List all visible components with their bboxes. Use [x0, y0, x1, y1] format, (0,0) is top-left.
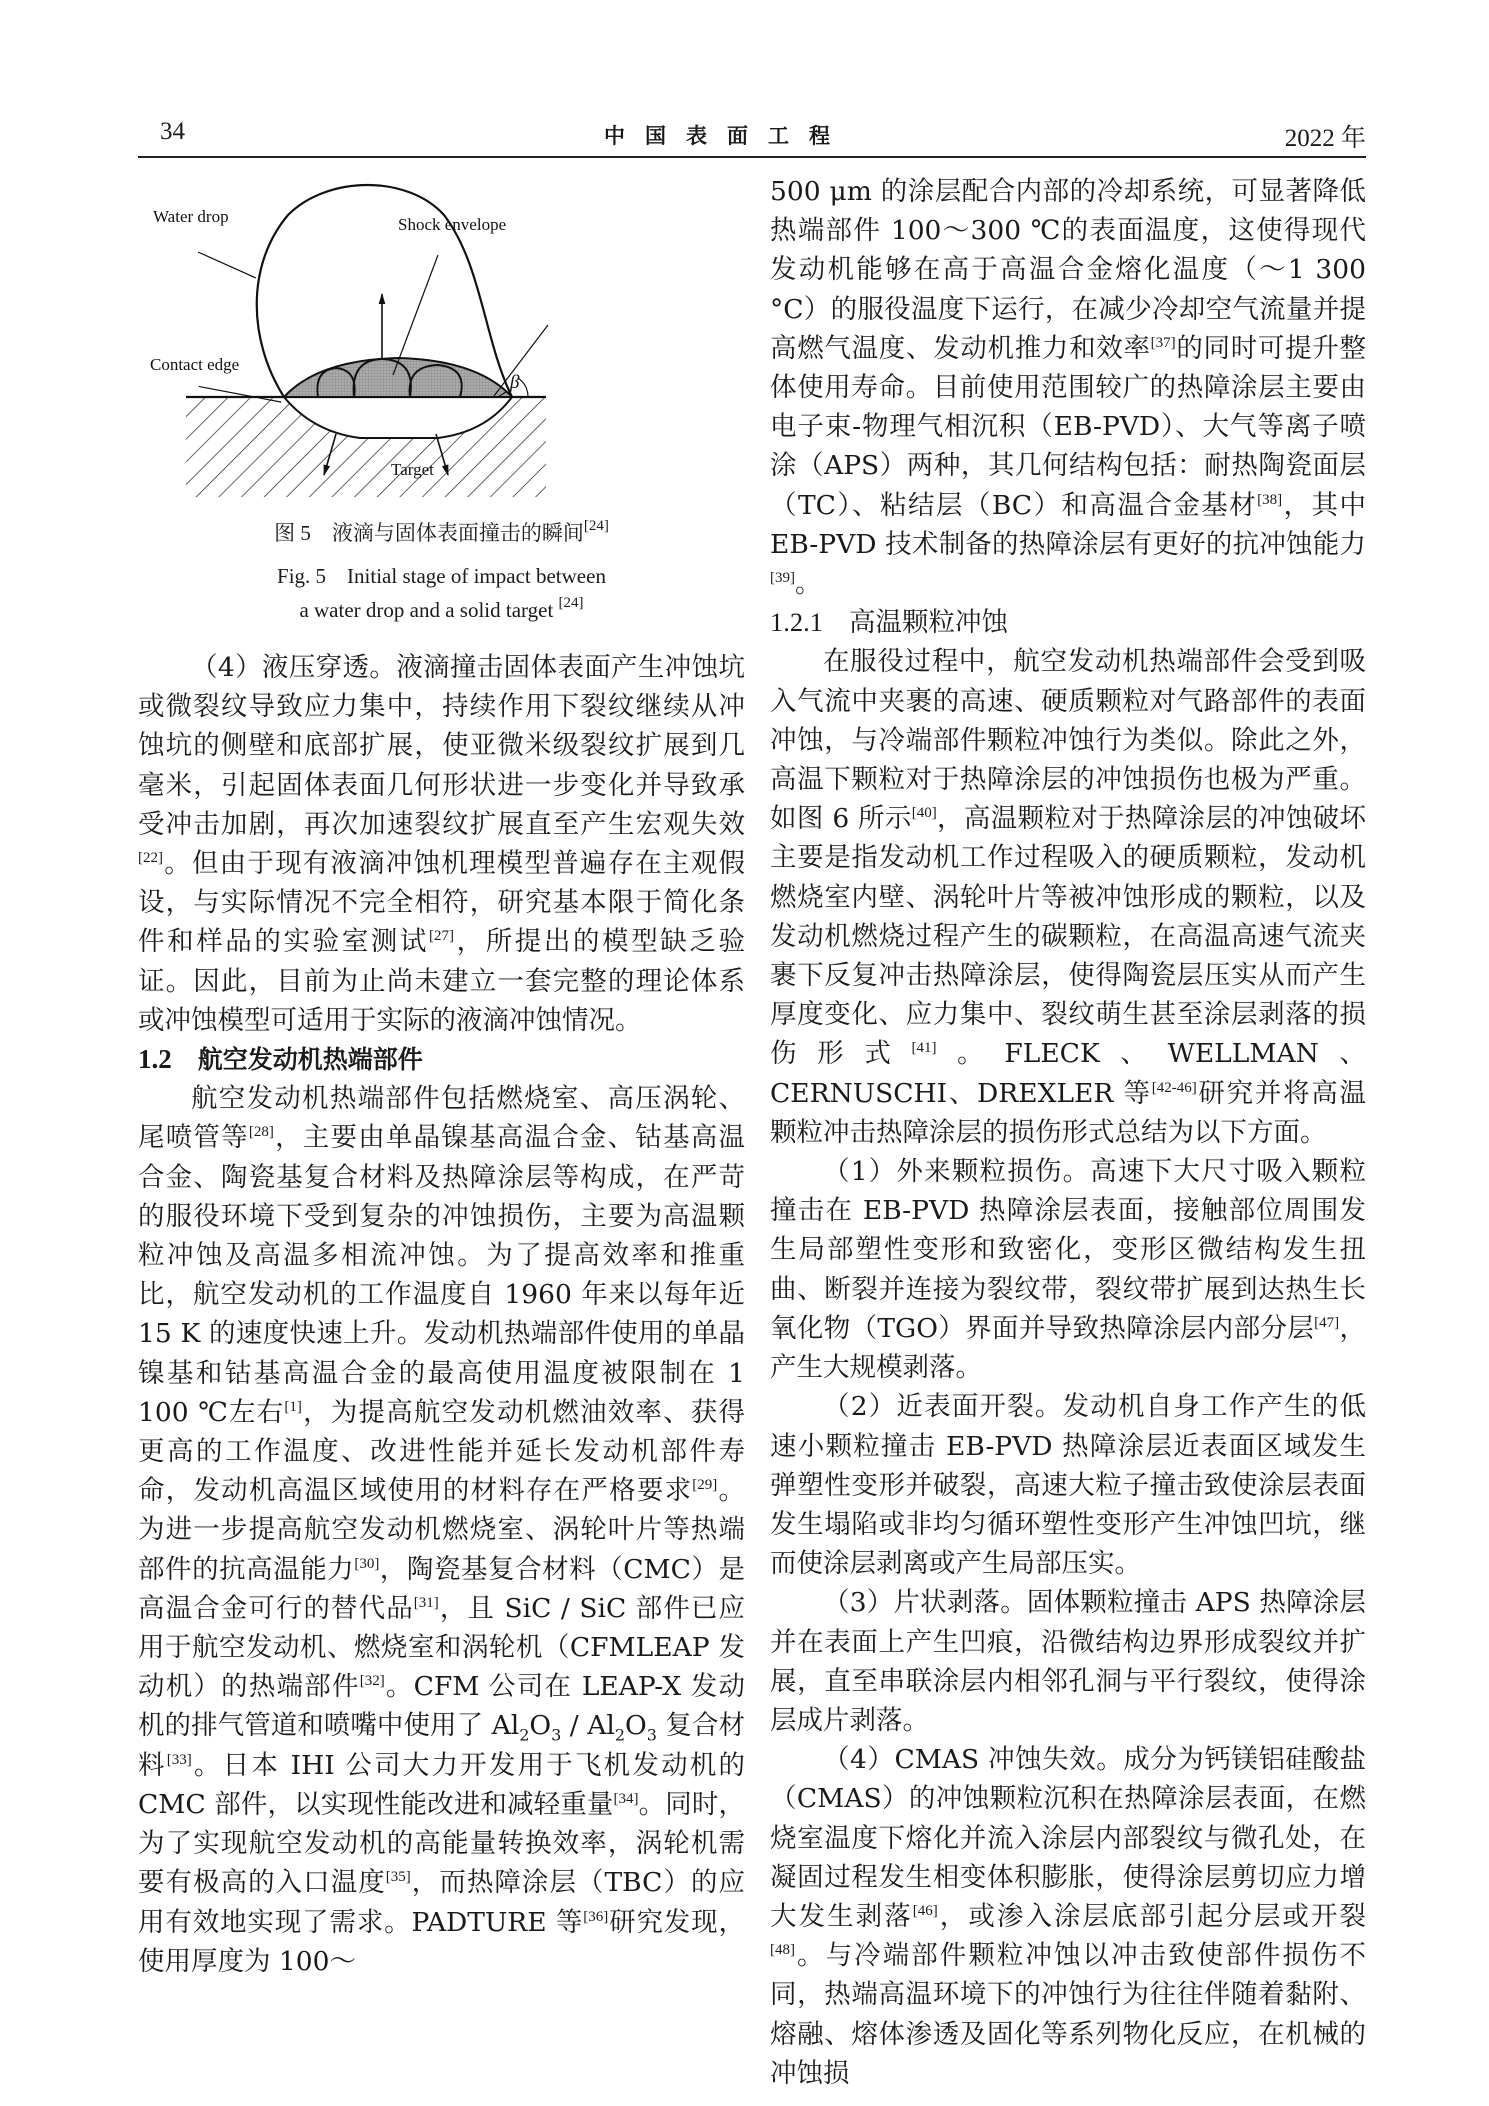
- citation-ref: [31]: [413, 1594, 439, 1611]
- citation-ref: [32]: [359, 1673, 385, 1690]
- paragraph-near-surface-cracking: （2）近表面开裂。发动机自身工作产生的低速小颗粒撞击 EB-PVD 热障涂层近表面区域发生弹塑性变形并破裂，高速大粒子撞击致使涂层表面发生塌陷或非均匀循环塑性变形产生冲蚀凹坑，继而使涂层剥离或产生局部压实。: [770, 1391, 1366, 1580]
- citation-ref: [28]: [248, 1124, 274, 1141]
- citation-ref: [30]: [354, 1555, 380, 1572]
- right-column: [770, 172, 1366, 2093]
- citation-ref: [35]: [385, 1869, 411, 1886]
- citation-ref: [40]: [911, 805, 937, 822]
- paragraph-hot-section-parts: 航空发动机热端部件包括燃烧室、高压涡轮、尾喷管等[28]，主要由单晶镍基高温合金、钴基高温合金、陶瓷基复合材料及热障涂层等构成，在严苛的服役环境下受到复杂的冲蚀损伤，主要为高温颗粒冲蚀及高温多相流冲蚀。为了提高效率和推重比，航空发动机的工作温度自 1960 年来以每年近 15 K 的速度快速上升。发动机热端部件使用的单晶镍基和钴基高温合金的最高使用温度被限制在 1 100 ℃左右[1]，为提高航空发动机燃油效率、获得更高的工作温度、改进性能并延长发动机部件寿命，发动机高温区域使用的材料存在严格要求[29]。为进一步提高航空发动机燃烧室、涡轮叶片等热端部件的抗高温能力[30]，陶瓷基复合材料（CMC）是高温合金可行的替代品[31]，且 SiC / SiC 部件已应用于航空发动机、燃烧室和涡轮机（CFMLEAP 发动机）的热端部件[32]。CFM 公司在 LEAP-X 发动机的排气管道和喷嘴中使用了 $Al_2O_3 / Al_2O_3$ 复合材料[33]。日本 IHI 公司大力开发用于飞机发动机的 CMC 部件，以实现性能改进和减轻重量[34]。同时，为了实现航空发动机的高能量转换效率，涡轮机需要有极高的入口温度[35]，而热障涂层（TBC）的应用有效地实现了需求。PADTURE 等[36]研究发现，使用厚度为 100～: [138, 1083, 746, 1977]
- citation-ref: [48]: [770, 1942, 795, 1959]
- citation-ref: [41]: [911, 1040, 937, 1057]
- figure-caption-en-line2: a water drop and a solid target [24]: [299, 595, 584, 622]
- citation-ref: [27]: [429, 928, 454, 945]
- citation-ref: [39]: [770, 570, 795, 587]
- citation-ref: [36]: [583, 1908, 609, 1925]
- paragraph-spallation: （3）片状剥落。固体颗粒撞击 APS 热障涂层并在表面上产生凹痕，沿微结构边界形成裂纹并扩展，直至串联涂层内相邻孔洞与平行裂纹，使得涂层成片剥落。: [770, 1587, 1366, 1736]
- target-substrate: [186, 397, 546, 497]
- paragraph-particle-erosion: 在服役过程中，航空发动机热端部件会受到吸入气流中夹裹的高速、硬质颗粒对气路部件的表面冲蚀，与冷端部件颗粒冲蚀行为类似。除此之外，高温下颗粒对于热障涂层的冲蚀损伤也极为严重。如图 6 所示[40]，高温颗粒对于热障涂层的冲蚀破坏主要是指发动机工作过程吸入的硬质颗粒，发动机燃烧室内壁、涡轮叶片等被冲蚀形成的颗粒，以及发动机燃烧过程产生的碳颗粒，在高温高速气流夹裹下反复冲击热障涂层，使得陶瓷层压实从而产生厚度变化、应力集中、裂纹萌生甚至涂层剥落的损伤形式[41]。FLECK、WELLMAN、CERNUSCHI、DREXLER 等[42-46]研究并将高温颗粒冲击热障涂层的损伤形式总结为以下方面。: [770, 646, 1367, 1148]
- subscript: 2: [614, 1725, 625, 1745]
- subscript: 2: [519, 1725, 530, 1745]
- label-water-drop: Water drop: [153, 207, 229, 226]
- angle-arc: [518, 378, 528, 397]
- tangent-line: [494, 325, 548, 396]
- citation-ref: [29]: [692, 1477, 718, 1494]
- label-target: Target: [391, 460, 434, 479]
- paragraph-tbc-continued: 500 μm 的涂层配合内部的冷却系统，可显著降低热端部件 100～300 ℃的表面温度，这使得现代发动机能够在高于高温合金熔化温度（～1 300 °C）的服役温度下运行，在减少冷却空气流量并提高燃气温度、发动机推力和效率[37]的同时可提升整体使用寿命。目前使用范围较广的热障涂层主要由电子束-物理气相沉积（EB-PVD）、大气等离子喷涂（APS）两种，其几何结构包括：耐热陶瓷面层（TC）、粘结层（BC）和高温合金基材[38]，其中 EB-PVD 技术制备的热障涂层有更好的抗冲蚀能力[39]。: [770, 176, 1367, 600]
- label-shock-envelope: Shock envelope: [398, 215, 507, 234]
- citation-ref: [38]: [1257, 491, 1283, 508]
- section-heading-1-2: 1.2 航空发动机热端部件: [138, 1044, 423, 1075]
- page-number: 34: [160, 118, 185, 145]
- citation-ref: [22]: [138, 850, 163, 867]
- citation-ref: [33]: [166, 1751, 192, 1768]
- citation-ref: [1]: [284, 1398, 302, 1415]
- paragraph-cmas-failure: （4）CMAS 冲蚀失效。成分为钙镁铝硅酸盐（CMAS）的冲蚀颗粒沉积在热障涂层表面，在燃烧室温度下熔化并流入涂层内部裂纹与微孔处，在凝固过程发生相变体积膨胀，使得涂层剪切应力增大发生剥落[46]，或渗入涂层底部引起分层或开裂[48]。与冷端部件颗粒冲蚀以冲击致使部件损伤不同，热端高温环境下的冲蚀行为往往伴随着黏附、熔融、熔体渗透及固化等系列物化反应，在机械的冲蚀损: [770, 1744, 1366, 2089]
- paragraph-hydraulic-penetration: （4）液压穿透。液滴撞击固体表面产生冲蚀坑或微裂纹导致应力集中，持续作用下裂纹继续从冲蚀坑的侧壁和底部扩展，使亚微米级裂纹扩展到几毫米，引起固体表面几何形状进一步变化并导致承受冲击加剧，再次加速裂纹扩展直至产生宏观失效[22]。但由于现有液滴冲蚀机理模型普遍存在主观假设，与实际情况不完全相符，研究基本限于简化条件和样品的实验室测试[27]，所提出的模型缺乏验证。因此，目前为止尚未建立一套完整的理论体系或冲蚀模型可适用于实际的液滴冲蚀情况。: [138, 652, 745, 1036]
- label-beta: β: [510, 372, 520, 393]
- publication-year: 2022 年: [1284, 125, 1366, 152]
- label-contact-edge: Contact edge: [150, 355, 240, 374]
- figure-caption-en-line1: Fig. 5 Initial stage of impact between: [277, 564, 606, 588]
- subscript: 3: [646, 1725, 657, 1745]
- left-column: [138, 648, 745, 1981]
- citation-ref: [37]: [1150, 334, 1176, 351]
- shock-envelope: [284, 358, 512, 397]
- subsection-heading-1-2-1: 1.2.1 高温颗粒冲蚀: [770, 607, 1008, 639]
- page-header: [138, 116, 1366, 158]
- figure-caption-cn: 图 5 液滴与固体表面撞击的瞬间[24]: [274, 518, 609, 545]
- paragraph-foreign-object-damage: （1）外来颗粒损伤。高速下大尺寸吸入颗粒撞击在 EB-PVD 热障涂层表面，接触部位周围发生局部塑性变形和致密化，变形区微结构发生扭曲、断裂并连接为裂纹带，裂纹带扩展到达热生长氧化物（TGO）界面并导致热障涂层内部分层[47]，产生大规模剥落。: [770, 1156, 1367, 1384]
- citation-ref: [34]: [613, 1790, 639, 1807]
- citation-ref: [46]: [912, 1902, 938, 1919]
- citation-ref: [47]: [1314, 1314, 1340, 1331]
- subscript: 3: [551, 1725, 562, 1745]
- journal-title: 中国表面工程: [604, 124, 850, 148]
- citation-ref: [42-46]: [1151, 1079, 1197, 1096]
